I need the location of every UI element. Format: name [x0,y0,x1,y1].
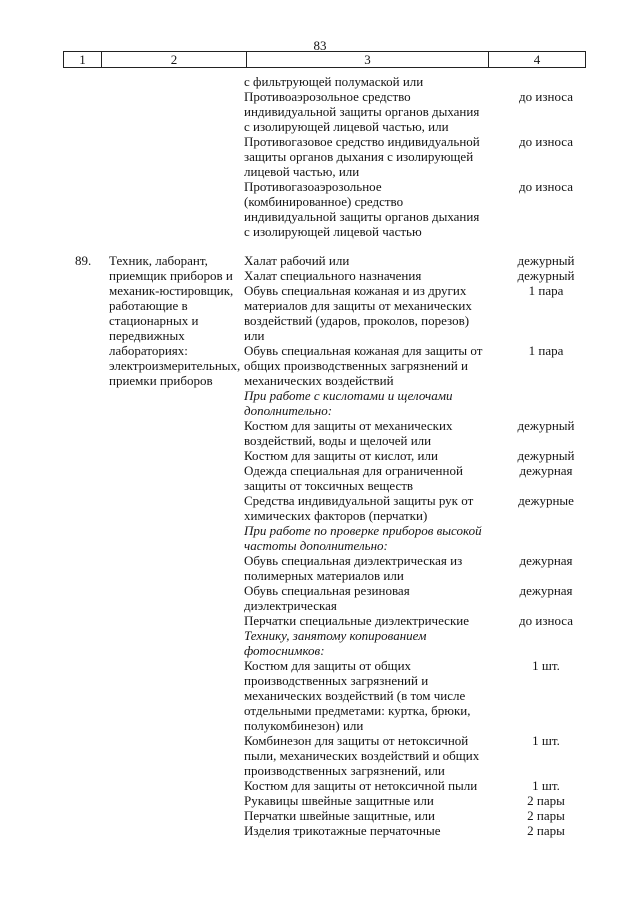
item-line: Комбинезон для защиты от нетоксичной [244,733,469,748]
quantity-cell: 1 шт. [532,658,560,673]
item-line: Костюм для защиты от механических [244,418,453,433]
item-line: Обувь специальная кожаная для защиты от [244,343,483,358]
position-line: приемщик приборов и [109,268,233,283]
quantity-cell: дежурная [519,463,573,478]
continuation-line: защиты органов дыхания с изолирующей [244,149,474,164]
column-header-2: 2 [102,52,247,68]
item-line: Халат специального назначения [244,268,422,283]
table-header-row [63,51,586,68]
continuation-line: Противогазовое средство индивидуальной [244,134,480,149]
item-line: Обувь специальная кожаная и из других [244,283,467,298]
quantity-cell: 1 пара [528,343,564,358]
item-line: Костюм для защиты от кислот, или [244,448,438,463]
section-note: частоты дополнительно: [244,538,388,553]
quantity-cell: 2 пары [527,823,565,838]
item-line: производственных загрязнений и [244,673,429,688]
item-line: общих производственных загрязнений и [244,358,469,373]
quantity-cell: дежурный [517,268,575,283]
item-line: пыли, механических воздействий и общих [244,748,480,763]
quantity-cell: 1 пара [528,283,564,298]
continuation-line: лицевой частью, или [244,164,360,179]
item-line: Изделия трикотажные перчаточные [244,823,441,838]
item-line: механических воздействий [244,373,394,388]
item-line: Халат рабочий или [244,253,350,268]
quantity-cell: дежурная [519,583,573,598]
entry-number: 89. [75,253,92,268]
continuation-line: Противоаэрозольное средство [244,89,411,104]
item-line: Рукавицы швейные защитные или [244,793,434,808]
item-line: Средства индивидуальной защиты рук от [244,493,474,508]
quantity-cell: до износа [519,613,573,628]
item-line: Костюм для защиты от общих [244,658,412,673]
quantity-cell: до износа [519,89,573,104]
quantity-cell: дежурные [518,493,574,508]
section-note: При работе по проверке приборов высокой [244,523,482,538]
position-line: Техник, лаборант, [109,253,208,268]
continuation-line: (комбинированное) средство [244,194,404,209]
item-line: Перчатки швейные защитные, или [244,808,435,823]
item-line: механических воздействий (в том числе [244,688,466,703]
item-line: защиты от токсичных веществ [244,478,414,493]
item-line: Обувь специальная резиновая [244,583,410,598]
position-line: механик-юстировщик, [109,283,234,298]
position-line: работающие в [109,298,188,313]
position-line: приемки приборов [109,373,213,388]
quantity-cell: 2 пары [527,793,565,808]
quantity-cell: 2 пары [527,808,565,823]
quantity-cell: дежурный [517,418,575,433]
quantity-cell: дежурная [519,553,573,568]
item-line: диэлектрическая [244,598,337,613]
item-line: воздействий, воды и щелочей или [244,433,432,448]
section-note: При работе с кислотами и щелочами [244,388,453,403]
continuation-line: с фильтрующей полумаской или [244,74,424,89]
item-line: полимерных материалов или [244,568,404,583]
position-line: лабораториях: [109,343,188,358]
quantity-cell: до износа [519,134,573,149]
section-note: фотоснимков: [244,643,325,658]
continuation-line: с изолирующей лицевой частью, или [244,119,449,134]
item-line: химических факторов (перчатки) [244,508,428,523]
item-line: материалов для защиты от механических [244,298,472,313]
column-header-3: 3 [247,52,489,68]
item-line: Одежда специальная для ограниченной [244,463,463,478]
item-line: или [244,328,265,343]
section-note: Технику, занятому копированием [244,628,427,643]
item-line: Обувь специальная диэлектрическая из [244,553,463,568]
column-header-4: 4 [489,52,586,68]
page-number: 83 [313,38,327,53]
continuation-line: индивидуальной защиты органов дыхания [244,209,480,224]
position-line: электроизмерительных, [109,358,241,373]
item-line: Перчатки специальные диэлектрические [244,613,469,628]
quantity-cell: дежурный [517,448,575,463]
item-line: производственных загрязнений, или [244,763,445,778]
continuation-line: с изолирующей лицевой частью [244,224,422,239]
quantity-cell: 1 шт. [532,733,560,748]
section-note: дополнительно: [244,403,333,418]
item-line: отдельными предметами: куртка, брюки, [244,703,471,718]
item-line: Костюм для защиты от нетоксичной пыли [244,778,478,793]
item-line: полукомбинезон) или [244,718,364,733]
continuation-line: Противогазоаэрозольное [244,179,382,194]
quantity-cell: дежурный [517,253,575,268]
column-header-1: 1 [64,52,102,68]
position-line: стационарных и [109,313,199,328]
position-line: передвижных [109,328,185,343]
continuation-line: индивидуальной защиты органов дыхания [244,104,480,119]
quantity-cell: до износа [519,179,573,194]
item-line: воздействий (ударов, проколов, порезов) [244,313,470,328]
quantity-cell: 1 шт. [532,778,560,793]
